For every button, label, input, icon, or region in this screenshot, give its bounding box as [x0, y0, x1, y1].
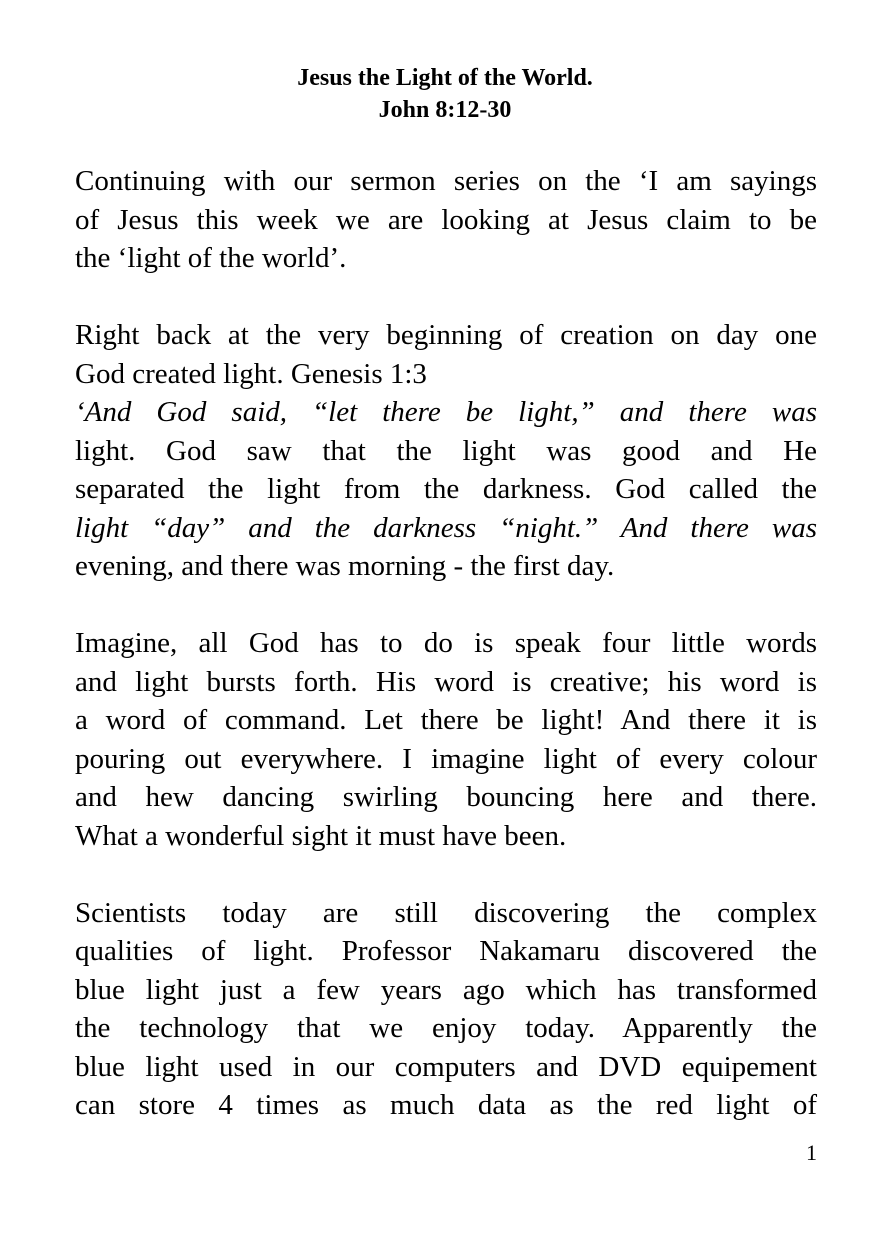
text-line: and light bursts forth. His word is creative; his word is	[75, 665, 817, 698]
page-number: 1	[806, 1140, 817, 1165]
text-line: What a wonderful sight it must have been.	[75, 819, 567, 852]
text-line: of Jesus this week we are looking at Jesus claim to be	[75, 203, 817, 236]
text-line: qualities of light. Professor Nakamaru discovered the	[75, 935, 817, 967]
page-title: Jesus the Light of the World.	[297, 65, 593, 91]
text-line: God created light. Genesis 1:3	[75, 357, 427, 390]
text-line: Continuing with our sermon series on the ‘I am sayings	[75, 165, 817, 197]
paragraph	[75, 894, 817, 1125]
text-line: pouring out everywhere. I imagine light of every colour	[75, 742, 817, 775]
paragraph	[75, 316, 817, 586]
text-line: Imagine, all God has to do is speak four little words	[75, 627, 817, 659]
text-line: and hew dancing swirling bouncing here and there.	[75, 781, 817, 813]
text-line: evening, and there was morning - the first day.	[75, 550, 615, 582]
scripture-reference: John 8:12-30	[378, 97, 512, 123]
title-block	[0, 62, 877, 126]
text-line: blue light used in our computers and DVD equipement	[75, 1050, 817, 1083]
text-line: separated the light from the darkness. God called the	[75, 473, 817, 505]
text-line: light “day” and the darkness “night.” And there was	[75, 511, 817, 544]
text-line: the technology that we enjoy today. Apparently the	[75, 1012, 817, 1044]
text-line: a word of command. Let there be light! And there it is	[75, 704, 817, 736]
text-line: blue light just a few years ago which has transformed	[75, 973, 817, 1006]
text-line: Right back at the very beginning of creation on day one	[75, 319, 817, 351]
paragraph	[75, 624, 817, 855]
text-line: the ‘light of the world’.	[75, 242, 347, 274]
text-line: Scientists today are still discovering the complex	[75, 896, 817, 929]
text-line: can store 4 times as much data as the red light of	[75, 1089, 817, 1121]
body-text	[75, 162, 817, 1163]
text-line: light. God saw that the light was good and He	[75, 434, 817, 467]
text-line: ‘And God said, “let there be light,” and there was	[75, 396, 817, 428]
paragraph	[75, 162, 817, 278]
